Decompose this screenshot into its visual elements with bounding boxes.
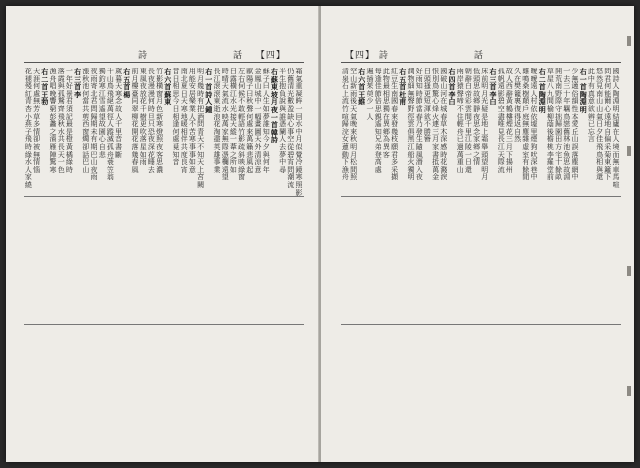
- section-divider: [24, 324, 304, 325]
- right-page-text-column: 低頭思故鄉靜夜思念家鄉之情: [473, 68, 481, 167]
- left-page-text-column: 長夜漫漫何時旦只恐夜深花睡去: [147, 68, 155, 174]
- right-page-text-column: 空山新雨後天氣晚來秋明月松間照: [350, 68, 358, 182]
- right-page-text-column: 每逢佳節倍思親遙知兄弟登高處: [374, 68, 382, 174]
- section-divider: [24, 196, 304, 197]
- left-page-text-column: 昔日相思今日相逢何處覓知音: [172, 68, 180, 167]
- left-page-text-column: 歐陽子曰秋聲何處來萬籟悲風起: [246, 68, 254, 174]
- right-page-text-column: 白頭搔更短渾欲不勝簪: [423, 68, 431, 144]
- right-page-header: [345, 48, 493, 61]
- right-page-text-column: 潤物細無聲野徑雲俱黑江船火獨明: [407, 68, 415, 182]
- right-page-text-column: 兩岸猿聲啼不住輕舟已過萬重山: [456, 68, 464, 174]
- right-page-text-column: 朝辭白帝彩雲間千里江陵一日還: [464, 68, 472, 174]
- left-page-text-column: 右蘇東坡月夜一首 韓 詩: [270, 68, 278, 145]
- section-divider: [341, 324, 621, 325]
- right-page-text-column: 紅豆生南國春來發幾枝願君多采擷: [391, 68, 399, 182]
- left-page-text-column: 夜雨寄北君問歸期未有期巴山夜雨: [90, 68, 98, 182]
- left-page-text-column: 長江滾滾東逝浪花淘盡英雄事業: [213, 68, 221, 174]
- left-page-text-column: 獨釣寒江雪遙望故園心自悲: [98, 68, 106, 159]
- left-page-text-column: 金鳳山城中一幅畫圖天外清涼意: [254, 68, 262, 174]
- right-page: [321, 6, 634, 462]
- right-page-text-column: 開荒南野際守拙歸園田方宅十餘畝: [555, 68, 563, 182]
- left-page-text-column: 蘇子曰人生如夢誰知今夕與何年: [262, 68, 270, 174]
- left-page-text-column: 時晴天氣流水映萬家無際憑欄遠望: [221, 68, 229, 182]
- right-page-text-column: 草屋八九間榆柳蔭後檐桃李羅堂前: [546, 68, 554, 182]
- left-page-text-column: 千山鳥飛絕萬徑人蹤滅孤舟蓑笠翁: [106, 68, 114, 182]
- left-page-text-column: 天涯何處無芳草多情卻被無情惱: [33, 68, 41, 174]
- left-page-text-column: 花褪殘紅青杏小燕子飛時綠水人家繞: [24, 68, 32, 189]
- right-page-text-column: 久在樊籠裏復得返自然: [514, 68, 522, 144]
- left-page-number: 【四】: [255, 51, 286, 61]
- right-page-text-column: 一去三十年羈鳥戀舊林池魚思故淵: [563, 68, 571, 182]
- left-page-text-column: 竹影橫窗月色新寒燈照夜客思濃: [156, 68, 164, 174]
- left-page-text-column: 漲秋池何當共剪西窗燭卻話巴山: [82, 68, 90, 174]
- left-page-text-column: 右二首 王 勃: [41, 68, 49, 107]
- right-page-text-column: 好雨知時節當春乃發生隨風潛入夜: [415, 68, 423, 182]
- right-page-text-column: 曖曖遠人村依依墟里煙狗吠深巷中: [530, 68, 538, 182]
- left-page-header: [138, 48, 286, 61]
- left-page-text-column: 平生抱負說與誰憑闌人去夢中尋: [279, 68, 287, 174]
- left-page-text-column: 南北夏日天寒地暖相伴共度良宵: [180, 68, 188, 174]
- left-page-text-column: 歲暮天寒念故人千里音書斷: [115, 68, 123, 159]
- right-page-text-column: 床前明月光疑是地上霜舉頭望明月: [481, 68, 489, 182]
- left-page-text-column: 左右伺候不敢輕語竹影疏斜映綠窗: [238, 68, 246, 182]
- right-page-number: 【四】: [345, 51, 376, 61]
- left-page-text-column: 右六首 蘇 東: [164, 68, 172, 107]
- left-page-text-column: 仍舊清光數盈缺心事空從碧宵問潮流: [287, 68, 295, 189]
- left-page-text-block: [24, 68, 304, 453]
- left-page-text-column: 東風夜放花千樹更吹落星如雨: [139, 68, 147, 167]
- right-page-text-column: 遍插茱萸少一人: [366, 68, 374, 121]
- right-page-header-rule: [341, 62, 621, 63]
- right-page-text-column: 右四首 李 白: [448, 68, 456, 107]
- left-page-text-column: 前月樓臺同翠柳花開花落幾春風: [131, 68, 139, 174]
- left-page: [6, 6, 319, 462]
- left-page-text-column: 落霞與孤鶩齊飛秋水共長天一色: [57, 68, 65, 174]
- binding-mark: [627, 266, 631, 276]
- right-page-text-column: 右五首 杜 甫: [399, 68, 407, 107]
- right-page-text-column: 右六首 王 維: [358, 68, 366, 107]
- right-page-text-column: 此物最相思獨在異鄉為異客: [382, 68, 390, 159]
- right-page-text-column: 此中有真意欲辨已忘言: [587, 68, 595, 144]
- left-page-text-column: 漁舟唱晚響窮彭蠡之濱雁陣驚寒: [49, 68, 57, 174]
- right-page-text-column: 孤帆遠影碧空盡唯見長江天際流: [497, 68, 505, 174]
- right-page-text-column: 右三首 李 白: [489, 68, 497, 107]
- left-page-text-column: 明月幾時有把酒問青天不知天上宮闕: [197, 68, 205, 189]
- binding-mark: [627, 36, 631, 46]
- right-page-text-column: 故人西辭黃鶴樓煙花三月下揚州: [505, 68, 513, 174]
- right-page-text-column: 雞鳴桑樹顛戶庭無塵雜虛室有餘閒: [522, 68, 530, 182]
- left-page-text-column: 右一首 詩人 鍾: [205, 68, 213, 114]
- section-divider: [341, 196, 621, 197]
- right-page-text-column: 清泉石上流竹喧歸浣女蓮動下漁舟: [341, 68, 349, 182]
- binding-marks: [626, 6, 632, 462]
- right-page-header-title: 詩 話: [378, 51, 493, 61]
- left-page-text-column: 霜氣重凝眸一回水中月似覺冷鏡寒照影: [295, 68, 303, 197]
- left-page-text-column: 白露橫江水光接天縱一葦之所如: [229, 68, 237, 174]
- right-page-text-column: 右一首 陶 淵 明: [579, 68, 587, 114]
- right-page-text-column: 問君何能爾心遠地自偏采菊東籬下: [604, 68, 612, 182]
- left-page-text-column: 一年好景君須記最是橙黃橘綠時: [65, 68, 73, 174]
- left-page-text-column: 右三首 李: [74, 68, 82, 99]
- left-page-text-column: 右五首 楊: [123, 68, 131, 99]
- binding-mark: [627, 146, 631, 156]
- left-page-text-column: 用能安居樂業人不苦寒事事如意: [188, 68, 196, 174]
- binding-mark: [627, 386, 631, 396]
- right-page-text-column: 右二首 陶 淵 明: [538, 68, 546, 114]
- book-spread: [6, 6, 634, 462]
- left-page-header-rule: [24, 62, 304, 63]
- right-page-text-column: 恨別鳥驚心烽火連三月家書抵萬金: [432, 68, 440, 182]
- right-page-text-column: 悠然見南山山氣日夕佳飛鳥相與還: [596, 68, 604, 182]
- right-page-text-column: 國破山河在城春草木深感時花濺淚: [440, 68, 448, 182]
- right-page-text-column: 少無適俗韻性本愛丘山誤落塵網中: [571, 68, 579, 182]
- left-page-header-title: 詩 話: [138, 51, 253, 61]
- right-page-text-column: 國詩人陶淵明結廬在人境而無車馬喧: [612, 68, 620, 189]
- right-page-text-block: [341, 68, 621, 453]
